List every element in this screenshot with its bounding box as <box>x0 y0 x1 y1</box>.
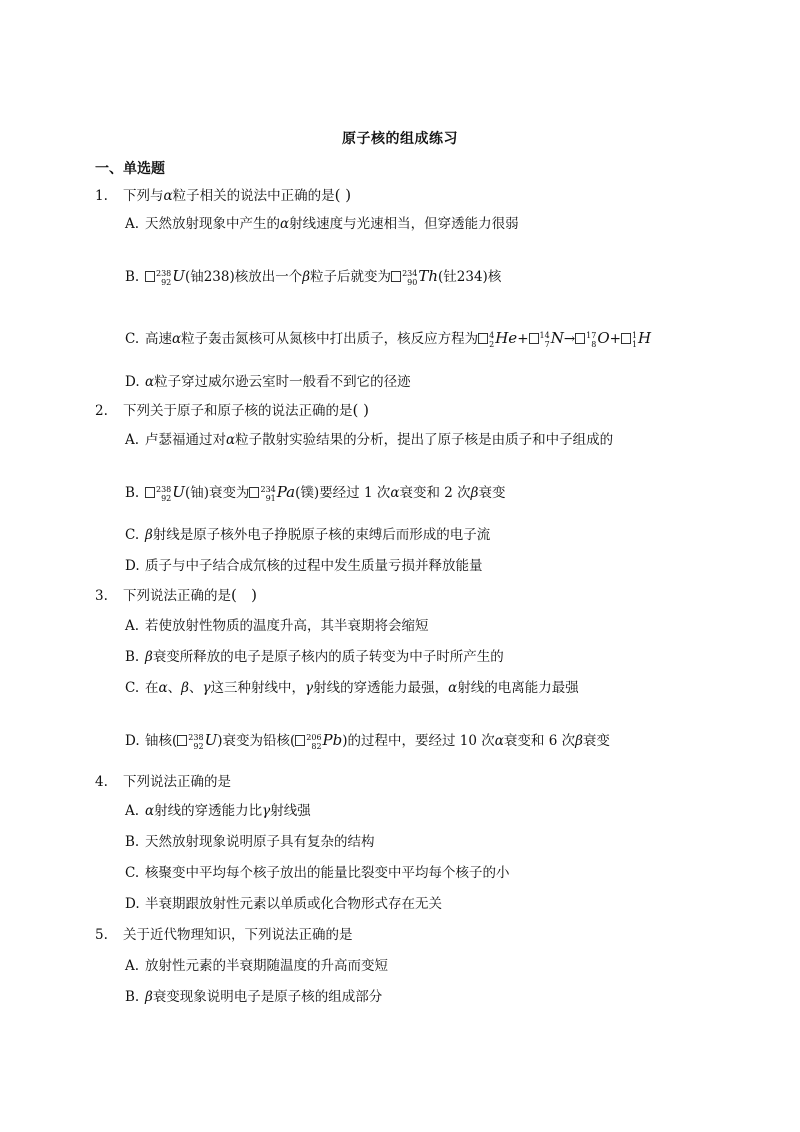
nuclide-numbers: 234 90 <box>402 268 418 287</box>
question-number: 5. <box>95 927 108 943</box>
option-1b: B. 238 92 U(铀238)核放出一个β粒子后就变为 234 90 Th(钍234)核 <box>125 267 502 287</box>
question-3: 3. 下列说法正确的是( ) <box>95 586 258 604</box>
section-heading: 一、单选题 <box>95 161 165 177</box>
option-2b: B. 238 92 U(铀)衰变为 234 91 Pa(镤)要经过 1 次α衰变和 2 次β衰变 <box>125 483 506 503</box>
question-4: 4. 下列说法正确的是 <box>95 774 231 790</box>
placeholder-box-icon <box>249 487 259 498</box>
arrow-icon: → <box>563 331 576 347</box>
option-label: D. <box>125 374 140 390</box>
option-1d: D. α粒子穿过威尔逊云室时一般看不到它的径迹 <box>125 374 411 390</box>
option-4c: C. 核聚变中平均每个核子放出的能量比裂变中平均每个核子的小 <box>125 865 510 881</box>
placeholder-box-icon <box>145 487 155 498</box>
option-4b: B. 天然放射现象说明原子具有复杂的结构 <box>125 834 375 850</box>
answer-blank: ( ) <box>334 186 352 204</box>
question-5: 5. 关于近代物理知识，下列说法正确的是 <box>95 927 353 943</box>
placeholder-box-icon <box>529 333 539 344</box>
placeholder-box-icon <box>478 333 488 344</box>
placeholder-box-icon <box>575 333 585 344</box>
placeholder-box-icon <box>621 333 631 344</box>
option-label: D. <box>125 733 140 749</box>
option-2c: C. β射线是原子核外电子挣脱原子核的束缚后而形成的电子流 <box>125 527 491 543</box>
option-label: C. <box>125 331 140 347</box>
placeholder-box-icon <box>145 271 155 282</box>
option-3c: C. 在α、β、γ这三种射线中，γ射线的穿透能力最强，α射线的电离能力最强 <box>125 680 579 696</box>
option-label: B. <box>125 834 140 850</box>
question-number: 3. <box>95 588 108 604</box>
question-number: 4. <box>95 774 108 790</box>
element-symbol: U <box>172 267 185 285</box>
question-number: 1. <box>95 188 108 204</box>
option-3d: D. 铀核( 238 92 U)衰变为铅核( 206 82 Pb)的过程中，要经过 10 次α衰变和 6 次β衰变 <box>125 731 610 751</box>
nuclide-numbers: 238 92 <box>156 268 172 287</box>
option-2a: A. 卢瑟福通过对α粒子散射实验结果的分析，提出了原子核是由质子和中子组成的 <box>125 432 614 448</box>
option-4d: D. 半衰期跟放射性元素以单质或化合物形式存在无关 <box>125 896 442 912</box>
option-label: D. <box>125 558 140 574</box>
option-5b: B. β衰变现象说明电子是原子核的组成部分 <box>125 989 383 1005</box>
page-title: 原子核的组成练习 <box>342 131 458 147</box>
option-label: B. <box>125 989 140 1005</box>
option-2d: D. 质子与中子结合成氘核的过程中发生质量亏损并释放能量 <box>125 558 483 574</box>
placeholder-box-icon <box>295 735 305 746</box>
option-label: A. <box>125 803 140 819</box>
element-symbol: Th <box>418 267 439 285</box>
option-3b: B. β衰变所释放的电子是原子核内的质子转变为中子时所产生的 <box>125 649 504 665</box>
option-label: B. <box>125 649 140 665</box>
option-label: C. <box>125 865 140 881</box>
option-label: A. <box>125 958 140 974</box>
option-label: A. <box>125 618 140 634</box>
option-label: A. <box>125 216 140 232</box>
option-4a: A. α射线的穿透能力比γ射线强 <box>125 803 311 819</box>
placeholder-box-icon <box>177 735 187 746</box>
option-label: D. <box>125 896 140 912</box>
option-label: B. <box>125 485 140 501</box>
question-2: 2. 下列关于原子和原子核的说法正确的是( ) <box>95 401 369 419</box>
alpha-symbol: α <box>163 188 173 204</box>
question-number: 2. <box>95 403 108 419</box>
option-label: A. <box>125 432 140 448</box>
option-5a: A. 放射性元素的半衰期随温度的升高而变短 <box>125 958 388 974</box>
option-label: C. <box>125 527 140 543</box>
option-label: C. <box>125 680 140 696</box>
option-3a: A. 若使放射性物质的温度升高，其半衰期将会缩短 <box>125 618 429 634</box>
option-1c: C. 高速α粒子轰击氮核可从氮核中打出质子，核反应方程为 4 2 He+ 14 7 N→ 17 8 O+ 1 1 H <box>125 329 652 349</box>
question-1: 1. 下列与α粒子相关的说法中正确的是( ) <box>95 186 352 204</box>
answer-blank: ( ) <box>352 401 369 419</box>
option-label: B. <box>125 269 140 285</box>
option-1a: A. 天然放射现象中产生的α射线速度与光速相当，但穿透能力很弱 <box>125 216 519 232</box>
answer-blank: ( ) <box>231 586 258 604</box>
placeholder-box-icon <box>391 271 401 282</box>
